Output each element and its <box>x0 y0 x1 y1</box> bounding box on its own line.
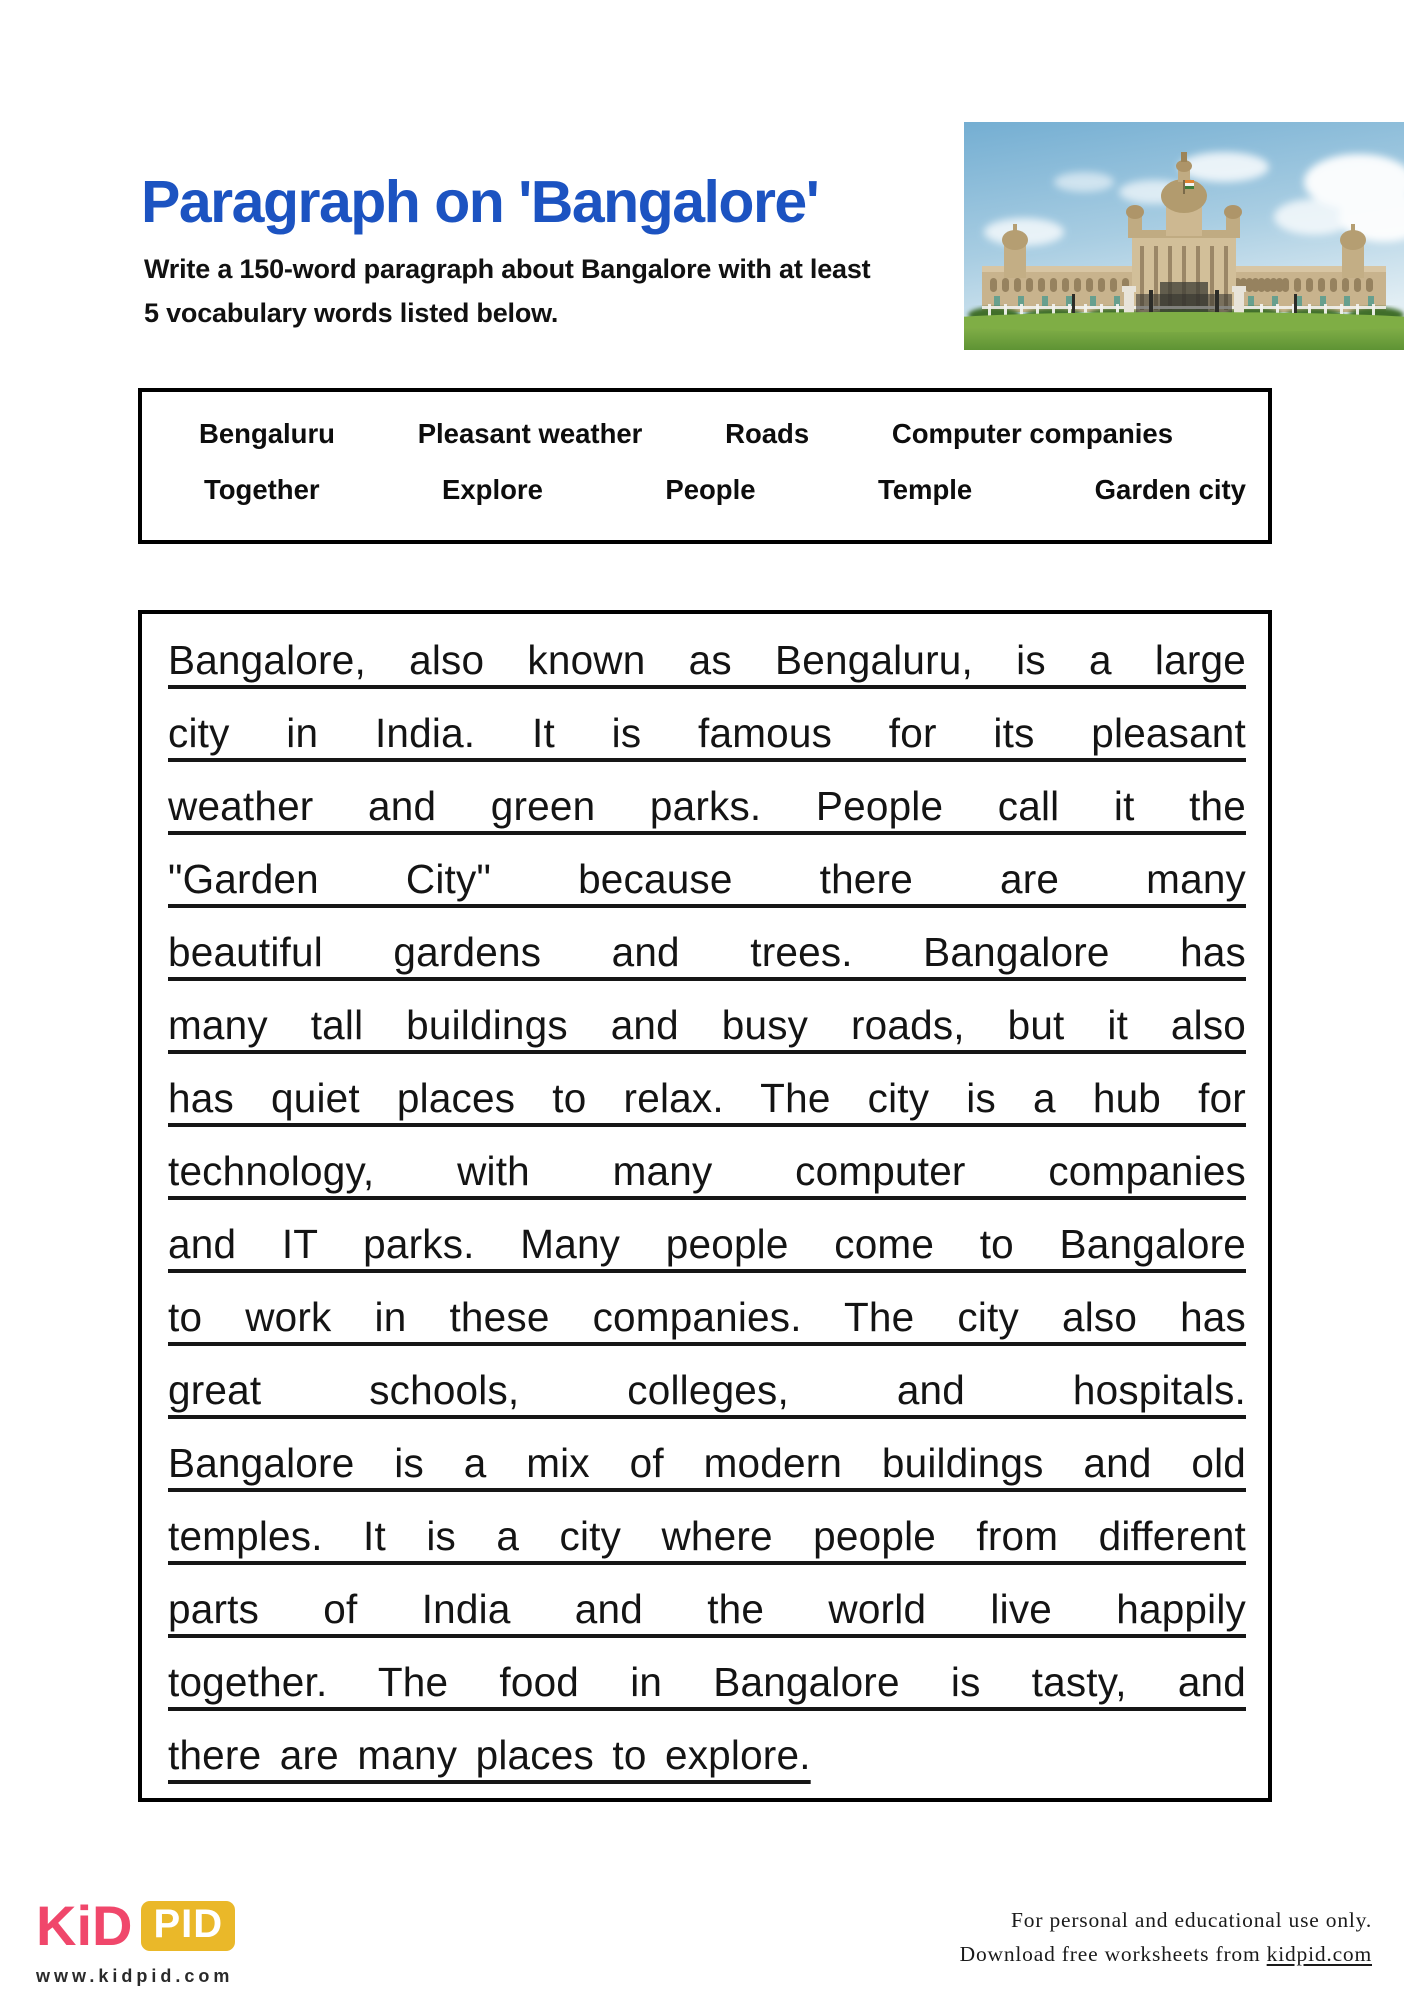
vocabulary-word: Temple <box>877 474 973 505</box>
paragraph-box <box>138 610 1272 1802</box>
vocabulary-word: Bengaluru <box>199 418 335 449</box>
bangalore-photo <box>964 122 1404 350</box>
page-title: Paragraph on 'Bangalore' <box>141 169 819 235</box>
paragraph-line: parts of India and the world live happily <box>168 1586 1246 1632</box>
vocabulary-box <box>138 388 1272 544</box>
paragraph-line: temples. It is a city where people from different <box>168 1513 1246 1559</box>
paragraph-line: there are many places to explore. <box>168 1732 811 1778</box>
vocabulary-word: Pleasant weather <box>417 418 643 449</box>
vocabulary-word: Together <box>204 474 320 505</box>
paragraph-line: together. The food in Bangalore is tasty, and <box>168 1659 1246 1705</box>
paragraph-line: beautiful gardens and trees. Bangalore has <box>168 929 1246 975</box>
instructions <box>144 247 870 335</box>
paragraph-line: Bangalore is a mix of modern buildings and old <box>168 1440 1246 1486</box>
paragraph-line: and IT parks. Many people come to Bangalore <box>168 1221 1246 1267</box>
vocabulary-word: Computer companies <box>891 418 1173 449</box>
vocabulary-row-1 <box>142 418 1268 450</box>
paragraph-line: many tall buildings and busy roads, but it also <box>168 1002 1246 1048</box>
vocabulary-word: Roads <box>725 418 810 449</box>
logo-pid-badge: PID <box>141 1901 235 1951</box>
paragraph-line: weather and green parks. People call it the <box>168 783 1246 829</box>
vidhana-soudha-illustration <box>964 122 1404 350</box>
paragraph-line: city in India. It is famous for its pleasant <box>168 710 1246 756</box>
paragraph-line: great schools, colleges, and hospitals. <box>168 1367 1246 1413</box>
kidpid-link[interactable]: kidpid.com <box>1266 1942 1372 1966</box>
vocabulary-row-2 <box>142 474 1268 506</box>
paragraph-line: to work in these companies. The city also has <box>168 1294 1246 1340</box>
instruction-line: 5 vocabulary words listed below. <box>144 298 559 328</box>
usage-note-line2-text: Download free worksheets from <box>959 1942 1267 1966</box>
instruction-line: Write a 150-word paragraph about Bangalore with at least <box>144 254 871 284</box>
paragraph-line: Bangalore, also known as Bengaluru, is a large <box>168 637 1246 683</box>
paragraph-line: technology, with many computer companies <box>168 1148 1246 1194</box>
usage-note <box>960 1903 1372 1971</box>
paragraph-line: has quiet places to relax. The city is a hub for <box>168 1075 1246 1121</box>
kidpid-logo <box>36 1893 235 1987</box>
vocabulary-word: Garden city <box>1094 474 1246 505</box>
usage-note-line2 <box>960 1937 1372 1971</box>
usage-note-line1: For personal and educational use only. <box>1011 1908 1372 1932</box>
logo-website-text: www.kidpid.com <box>36 1966 234 1986</box>
logo-kid-text: KiD <box>36 1894 133 1957</box>
paragraph-line: "Garden City" because there are many <box>168 856 1246 902</box>
vocabulary-word: Explore <box>442 474 543 505</box>
vocabulary-word: People <box>665 474 756 505</box>
